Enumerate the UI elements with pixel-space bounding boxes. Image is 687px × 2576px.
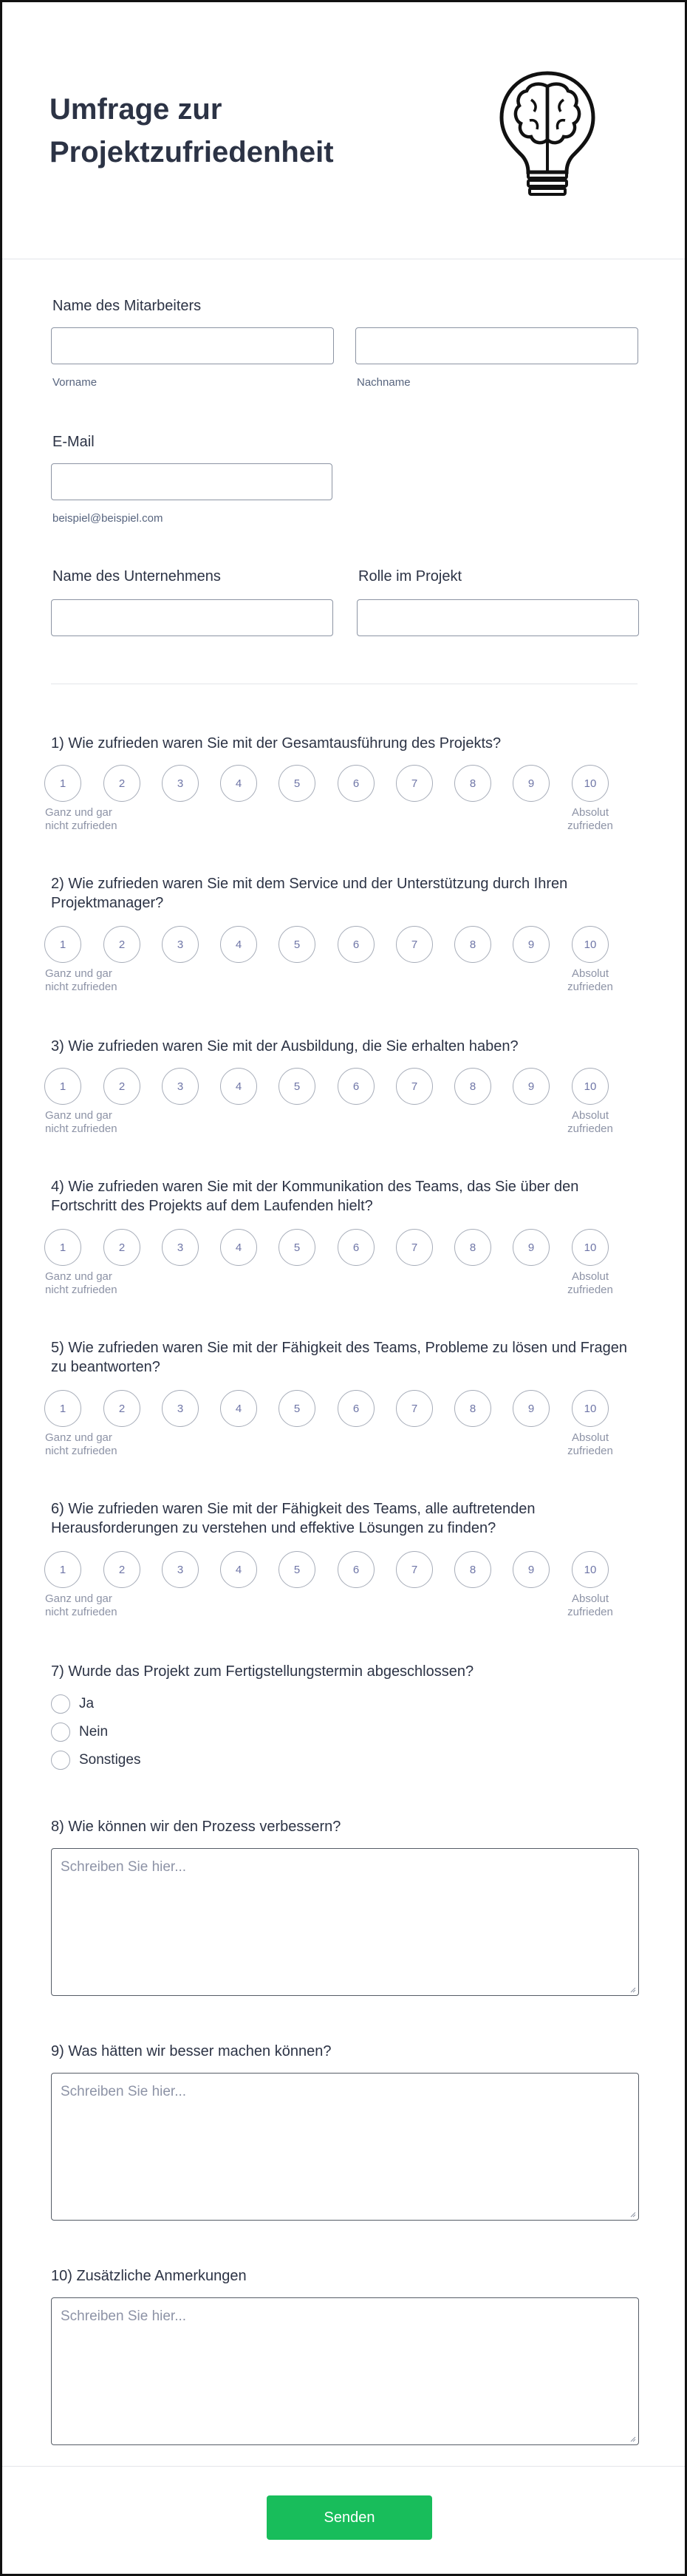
rating-4-option-7[interactable]: 7 (396, 1229, 433, 1266)
radio-ja-label: Ja (79, 1696, 95, 1711)
rating-6-option-3[interactable]: 3 (162, 1551, 199, 1588)
rating-5-option-7[interactable]: 7 (396, 1390, 433, 1427)
scale-high-label (557, 806, 623, 833)
rating-4-option-4[interactable]: 4 (220, 1229, 257, 1266)
scale-low-line-1: Ganz und gar (45, 967, 112, 980)
rating-2-option-5[interactable]: 5 (278, 926, 315, 963)
scale-low-label (45, 806, 117, 833)
rating-3-option-9[interactable]: 9 (513, 1068, 550, 1105)
scale-high-label (557, 1109, 623, 1136)
question-5-label: 5) Wie zufrieden waren Sie mit der Fähigkeit des Teams, Probleme zu lösen und Fragen zu beantworten? (51, 1340, 628, 1375)
rating-3-option-1[interactable]: 1 (44, 1068, 81, 1105)
improve-process-textarea[interactable] (51, 1848, 639, 1996)
project-role-label: Rolle im Projekt (358, 568, 462, 585)
scale-low-label (45, 1431, 117, 1458)
rating-5-option-4[interactable]: 4 (220, 1390, 257, 1427)
rating-6-option-1[interactable]: 1 (44, 1551, 81, 1588)
company-name-label: Name des Unternehmens (52, 568, 221, 585)
employee-name-label: Name des Mitarbeiters (52, 298, 202, 314)
email-label: E-Mail (52, 434, 95, 450)
scale-high-label (557, 1592, 623, 1619)
scale-high-line-2: zufrieden (567, 981, 613, 993)
rating-2-option-2[interactable]: 2 (103, 926, 140, 963)
scale-low-label (45, 1109, 117, 1136)
rating-1-option-10[interactable]: 10 (572, 765, 609, 802)
rating-5-option-1[interactable]: 1 (44, 1390, 81, 1427)
rating-6-option-2[interactable]: 2 (103, 1551, 140, 1588)
rating-3-option-5[interactable]: 5 (278, 1068, 315, 1105)
scale-low-line-2: nicht zufrieden (45, 1606, 117, 1618)
rating-1-option-5[interactable]: 5 (278, 765, 315, 802)
first-name-sublabel: Vorname (52, 376, 98, 389)
rating-4-option-1[interactable]: 1 (44, 1229, 81, 1266)
scale-low-line-2: nicht zufrieden (45, 1445, 117, 1457)
rating-5-option-9[interactable]: 9 (513, 1390, 550, 1427)
rating-5-option-2[interactable]: 2 (103, 1390, 140, 1427)
rating-1-option-9[interactable]: 9 (513, 765, 550, 802)
scale-high-line-1: Absolut (571, 967, 609, 980)
scale-low-line-1: Ganz und gar (45, 1270, 112, 1283)
rating-1-option-3[interactable]: 3 (162, 765, 199, 802)
scale-high-line-1: Absolut (571, 1109, 609, 1122)
radio-sonstiges[interactable] (51, 1751, 70, 1770)
question-9-label: 9) Was hätten wir besser machen können? (51, 2043, 332, 2059)
scale-high-line-1: Absolut (571, 1270, 609, 1283)
rating-1-option-4[interactable]: 4 (220, 765, 257, 802)
rating-5-option-5[interactable]: 5 (278, 1390, 315, 1427)
scale-high-line-2: zufrieden (567, 820, 613, 832)
rating-4-option-2[interactable]: 2 (103, 1229, 140, 1266)
rating-5-option-10[interactable]: 10 (572, 1390, 609, 1427)
footer-divider (2, 2466, 685, 2467)
scale-low-line-1: Ganz und gar (45, 1431, 112, 1444)
additional-comments-textarea[interactable] (51, 2297, 639, 2445)
rating-4-option-3[interactable]: 3 (162, 1229, 199, 1266)
scale-low-label (45, 1270, 117, 1297)
do-better-textarea[interactable] (51, 2073, 639, 2221)
company-name-input[interactable] (51, 599, 333, 636)
rating-3-option-7[interactable]: 7 (396, 1068, 433, 1105)
scale-low-label (45, 967, 117, 994)
scale-high-label (557, 967, 623, 994)
title-line-2: Projektzufriedenheit (49, 136, 334, 168)
rating-4-option-9[interactable]: 9 (513, 1229, 550, 1266)
radio-sonstiges-label: Sonstiges (79, 1752, 141, 1768)
rating-2-option-10[interactable]: 10 (572, 926, 609, 963)
rating-4-option-8[interactable]: 8 (454, 1229, 491, 1266)
rating-2-option-7[interactable]: 7 (396, 926, 433, 963)
question-4-label: 4) Wie zufrieden waren Sie mit der Kommunikation des Teams, das Sie über den Fortschritt des Projekts auf dem Laufenden hielt? (51, 1179, 579, 1214)
scale-high-line-1: Absolut (571, 806, 609, 819)
question-3-label: 3) Wie zufrieden waren Sie mit der Ausbildung, die Sie erhalten haben? (51, 1038, 519, 1054)
submit-button[interactable]: Senden (267, 2495, 432, 2540)
rating-6-option-10[interactable]: 10 (572, 1551, 609, 1588)
lightbulb-brain-icon (496, 67, 599, 200)
rating-6-option-9[interactable]: 9 (513, 1551, 550, 1588)
question-8-label: 8) Wie können wir den Prozess verbessern? (51, 1819, 341, 1835)
scale-low-line-1: Ganz und gar (45, 1592, 112, 1605)
scale-low-line-1: Ganz und gar (45, 1109, 112, 1122)
radio-nein[interactable] (51, 1723, 70, 1742)
rating-3-option-3[interactable]: 3 (162, 1068, 199, 1105)
rating-1-option-1[interactable]: 1 (44, 765, 81, 802)
rating-2-option-3[interactable]: 3 (162, 926, 199, 963)
rating-2-option-9[interactable]: 9 (513, 926, 550, 963)
textarea-placeholder: Schreiben Sie hier... (61, 2084, 187, 2099)
scale-low-line-2: nicht zufrieden (45, 820, 117, 832)
scale-low-label (45, 1592, 117, 1619)
scale-low-line-2: nicht zufrieden (45, 1122, 117, 1135)
project-role-input[interactable] (357, 599, 639, 636)
rating-4-option-10[interactable]: 10 (572, 1229, 609, 1266)
scale-high-line-2: zufrieden (567, 1122, 613, 1135)
email-input[interactable] (51, 463, 332, 500)
textarea-placeholder: Schreiben Sie hier... (61, 2308, 187, 2324)
title-line-1: Umfrage zur (49, 93, 222, 126)
rating-3-option-2[interactable]: 2 (103, 1068, 140, 1105)
rating-1-option-6[interactable]: 6 (338, 765, 375, 802)
rating-6-option-8[interactable]: 8 (454, 1551, 491, 1588)
rating-1-option-7[interactable]: 7 (396, 765, 433, 802)
rating-3-option-8[interactable]: 8 (454, 1068, 491, 1105)
rating-2-option-4[interactable]: 4 (220, 926, 257, 963)
rating-4-option-5[interactable]: 5 (278, 1229, 315, 1266)
scale-high-line-1: Absolut (571, 1592, 609, 1605)
rating-2-option-1[interactable]: 1 (44, 926, 81, 963)
rating-2-option-6[interactable]: 6 (338, 926, 375, 963)
rating-5-option-6[interactable]: 6 (338, 1390, 375, 1427)
rating-2-option-8[interactable]: 8 (454, 926, 491, 963)
last-name-sublabel: Nachname (357, 376, 411, 389)
scale-high-line-1: Absolut (571, 1431, 609, 1444)
question-10-label: 10) Zusätzliche Anmerkungen (51, 2268, 247, 2284)
rating-1-option-8[interactable]: 8 (454, 765, 491, 802)
question-1-label: 1) Wie zufrieden waren Sie mit der Gesamtausführung des Projekts? (51, 735, 502, 752)
scale-high-label (557, 1270, 623, 1297)
scale-high-line-2: zufrieden (567, 1445, 613, 1457)
first-name-input[interactable] (51, 327, 334, 364)
rating-5-option-8[interactable]: 8 (454, 1390, 491, 1427)
rating-6-option-6[interactable]: 6 (338, 1551, 375, 1588)
page-title (49, 88, 434, 174)
rating-6-option-5[interactable]: 5 (278, 1551, 315, 1588)
rating-6-option-7[interactable]: 7 (396, 1551, 433, 1588)
last-name-input[interactable] (355, 327, 638, 364)
scale-high-label (557, 1431, 623, 1458)
radio-ja[interactable] (51, 1694, 70, 1714)
form-header (2, 2, 685, 259)
scale-low-line-2: nicht zufrieden (45, 981, 117, 993)
textarea-placeholder: Schreiben Sie hier... (61, 1859, 187, 1875)
rating-4-option-6[interactable]: 6 (338, 1229, 375, 1266)
scale-high-line-2: zufrieden (567, 1284, 613, 1296)
rating-6-option-4[interactable]: 4 (220, 1551, 257, 1588)
rating-3-option-10[interactable]: 10 (572, 1068, 609, 1105)
rating-3-option-4[interactable]: 4 (220, 1068, 257, 1105)
resize-handle-icon[interactable] (629, 2210, 636, 2218)
scale-high-line-2: zufrieden (567, 1606, 613, 1618)
question-6-label: 6) Wie zufrieden waren Sie mit der Fähigkeit des Teams, alle auftretenden Herausforderungen zu verstehen und effektive Lösungen zu finden? (51, 1501, 536, 1536)
question-7-label: 7) Wurde das Projekt zum Fertigstellungstermin abgeschlossen? (51, 1663, 474, 1680)
email-sublabel: beispiel@beispiel.com (52, 512, 163, 525)
rating-3-option-6[interactable]: 6 (338, 1068, 375, 1105)
resize-handle-icon[interactable] (629, 1986, 636, 1993)
radio-nein-label: Nein (79, 1724, 109, 1740)
scale-low-line-1: Ganz und gar (45, 806, 112, 819)
question-2-label: 2) Wie zufrieden waren Sie mit dem Service und der Unterstützung durch Ihren Projektmanager? (51, 876, 568, 911)
rating-5-option-3[interactable]: 3 (162, 1390, 199, 1427)
scale-low-line-2: nicht zufrieden (45, 1284, 117, 1296)
rating-1-option-2[interactable]: 2 (103, 765, 140, 802)
resize-handle-icon[interactable] (629, 2435, 636, 2442)
